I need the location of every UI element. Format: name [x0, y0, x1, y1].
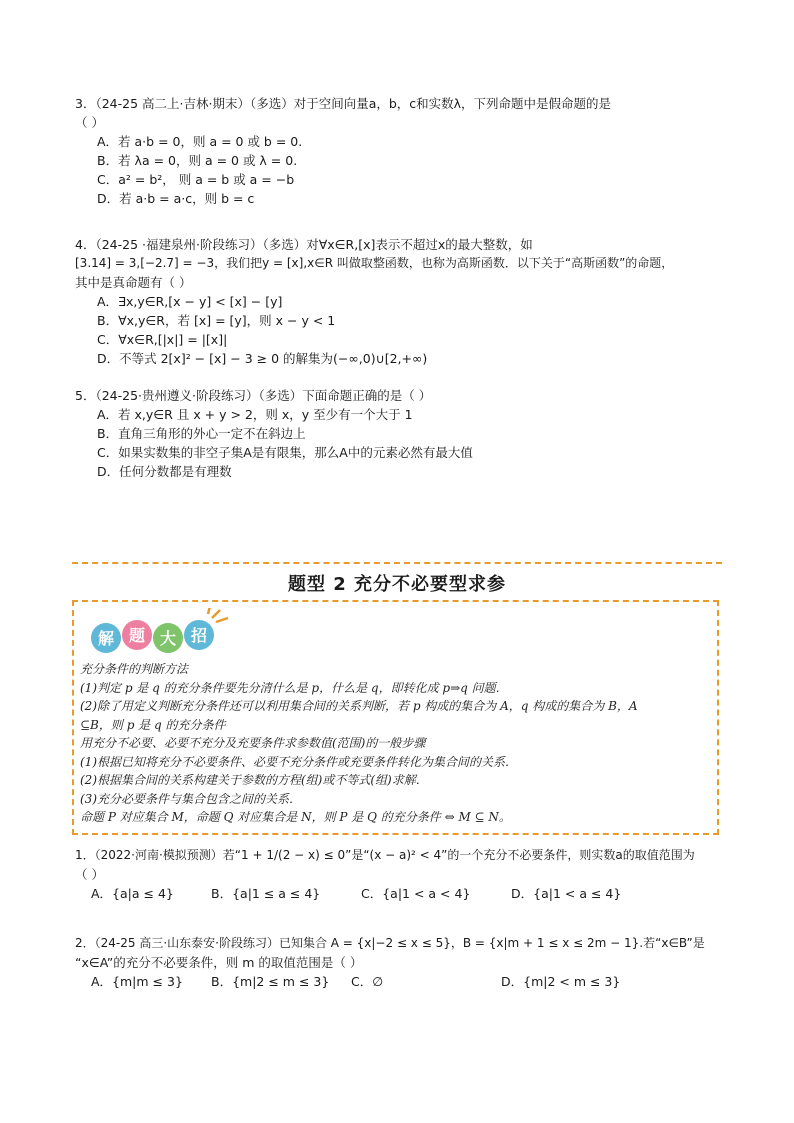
- question-stem: 4．（24-25 ·福建泉州·阶段练习）（多选）对∀x∈R,[x]表示不超过x的最大整数，如: [75, 237, 533, 252]
- answer-blank: （ ）: [75, 115, 104, 130]
- option-b: B．直角三角形的外心一定不在斜边上: [97, 426, 306, 441]
- tip-line: (1)根据已知将充分不必要条件、必要不充分条件或充要条件转化为集合间的关系．: [80, 754, 518, 769]
- question-stem: 1．（2022·河南·模拟预测）若“1 + 1/(2 − x) ≤ 0”是“(x − a)² < 4”的一个充分不必要条件，则实数a的取值范围为: [75, 848, 695, 862]
- option-c: C．∅: [351, 974, 384, 989]
- practice-2: [75, 934, 720, 991]
- option-d: D．{a|1 < a ≤ 4}: [511, 886, 622, 901]
- option-d: D．若 a·b = a·c，则 b = c: [97, 191, 255, 206]
- section-header: [72, 560, 722, 598]
- tips-box: [72, 600, 719, 835]
- tip-line: 用充分不必要、必要不充分及充要条件求参数值(范围)的一般步骤: [80, 736, 426, 750]
- badge-char-1: 解: [97, 629, 115, 648]
- practice-1: [75, 846, 720, 903]
- option-d: D．任何分数都是有理数: [97, 464, 232, 479]
- option-c: C．a² = b²， 则 a = b 或 a = −b: [97, 172, 295, 187]
- question-stem-cont: “x∈A”的充分不必要条件，则 m 的取值范围是（ ）: [75, 955, 363, 970]
- tips-content: [80, 660, 711, 827]
- tip-line: ⊆B，则 p 是 q 的充分条件: [80, 717, 226, 732]
- options-row: [91, 884, 720, 903]
- badge-char-4: 招: [190, 626, 208, 645]
- answer-blank: （ ）: [75, 867, 104, 882]
- option-b: B．若 λa = 0，则 a = 0 或 λ = 0.: [97, 153, 298, 168]
- question-stem: 3．（24-25 高二上·吉林·期末）（多选）对于空间向量a，b，c和实数λ，下列命题中是假命题的是: [75, 96, 612, 111]
- question-stem-end: 其中是真命题有（ ）: [75, 275, 192, 290]
- badge-burst-icon: [208, 608, 228, 622]
- option-b: B．{a|1 ≤ a ≤ 4}: [211, 886, 321, 901]
- tip-line: 充分条件的判断方法: [80, 662, 189, 676]
- solution-tips-badge: [84, 608, 234, 658]
- tip-line: 命题 P 对应集合 M，命题 Q 对应集合是 N，则 P 是 Q 的充分条件 ⇔ M ⊆ N。: [80, 810, 511, 824]
- option-d: D．不等式 2[x]² − [x] − 3 ≥ 0 的解集为(−∞,0)∪[2,+∞): [97, 351, 428, 366]
- tip-line: (2)除了用定义判断充分条件还可以利用集合间的关系判断，若 p 构成的集合为 A，q 构成的集合为 B，A: [80, 699, 638, 713]
- badge-char-3: 大: [159, 629, 177, 648]
- option-a: A．{m|m ≤ 3}: [91, 974, 183, 989]
- option-c: C．如果实数集的非空子集A是有限集，那么A中的元素必然有最大值: [97, 445, 473, 460]
- section-title: 题型 2 充分不必要型求参: [287, 574, 507, 595]
- question-stem: 2．（24-25 高三·山东泰安·阶段练习）已知集合 A = {x|−2 ≤ x ≤ 5}，B = {x|m + 1 ≤ x ≤ 2m − 1}.若“x∈B”是: [75, 936, 705, 950]
- question-4: [75, 235, 720, 368]
- section-divider: [72, 562, 722, 564]
- option-c: C．∀x∈R,[|x|] = |[x]|: [97, 332, 228, 347]
- option-b: B．∀x,y∈R，若 [x] = [y]，则 x − y < 1: [97, 313, 336, 328]
- options-row: [91, 972, 720, 991]
- tip-line: (1)判定 p 是 q 的充分条件要先分清什么是 p，什么是 q，即转化成 p⇒q 问题．: [80, 680, 508, 695]
- tip-line: (3)充分必要条件与集合包含之间的关系．: [80, 791, 301, 806]
- option-a: A．∃x,y∈R,[x − y] < [x] − [y]: [97, 294, 283, 309]
- option-a: A．若 x,y∈R 且 x + y > 2，则 x，y 至少有一个大于 1: [97, 407, 413, 422]
- question-5: [75, 386, 720, 481]
- question-stem-cont: [3.14] = 3,[−2.7] = −3，我们把y = [x],x∈R 叫做取整函数，也称为高斯函数．以下关于“高斯函数”的命题，: [75, 256, 674, 270]
- question-stem: 5．（24-25·贵州遵义·阶段练习）（多选）下面命题正确的是（ ）: [75, 388, 432, 403]
- badge-char-2: 题: [128, 626, 146, 645]
- option-a: A．{a|a ≤ 4}: [91, 886, 174, 901]
- option-c: C．{a|1 < a < 4}: [361, 886, 471, 901]
- tip-line: (2)根据集合间的关系构建关于参数的方程(组)或不等式(组)求解．: [80, 773, 428, 787]
- option-b: B．{m|2 ≤ m ≤ 3}: [211, 974, 330, 989]
- option-a: A．若 a·b = 0，则 a = 0 或 b = 0.: [97, 134, 303, 149]
- option-d: D．{m|2 < m ≤ 3}: [501, 974, 621, 989]
- question-3: [75, 94, 720, 208]
